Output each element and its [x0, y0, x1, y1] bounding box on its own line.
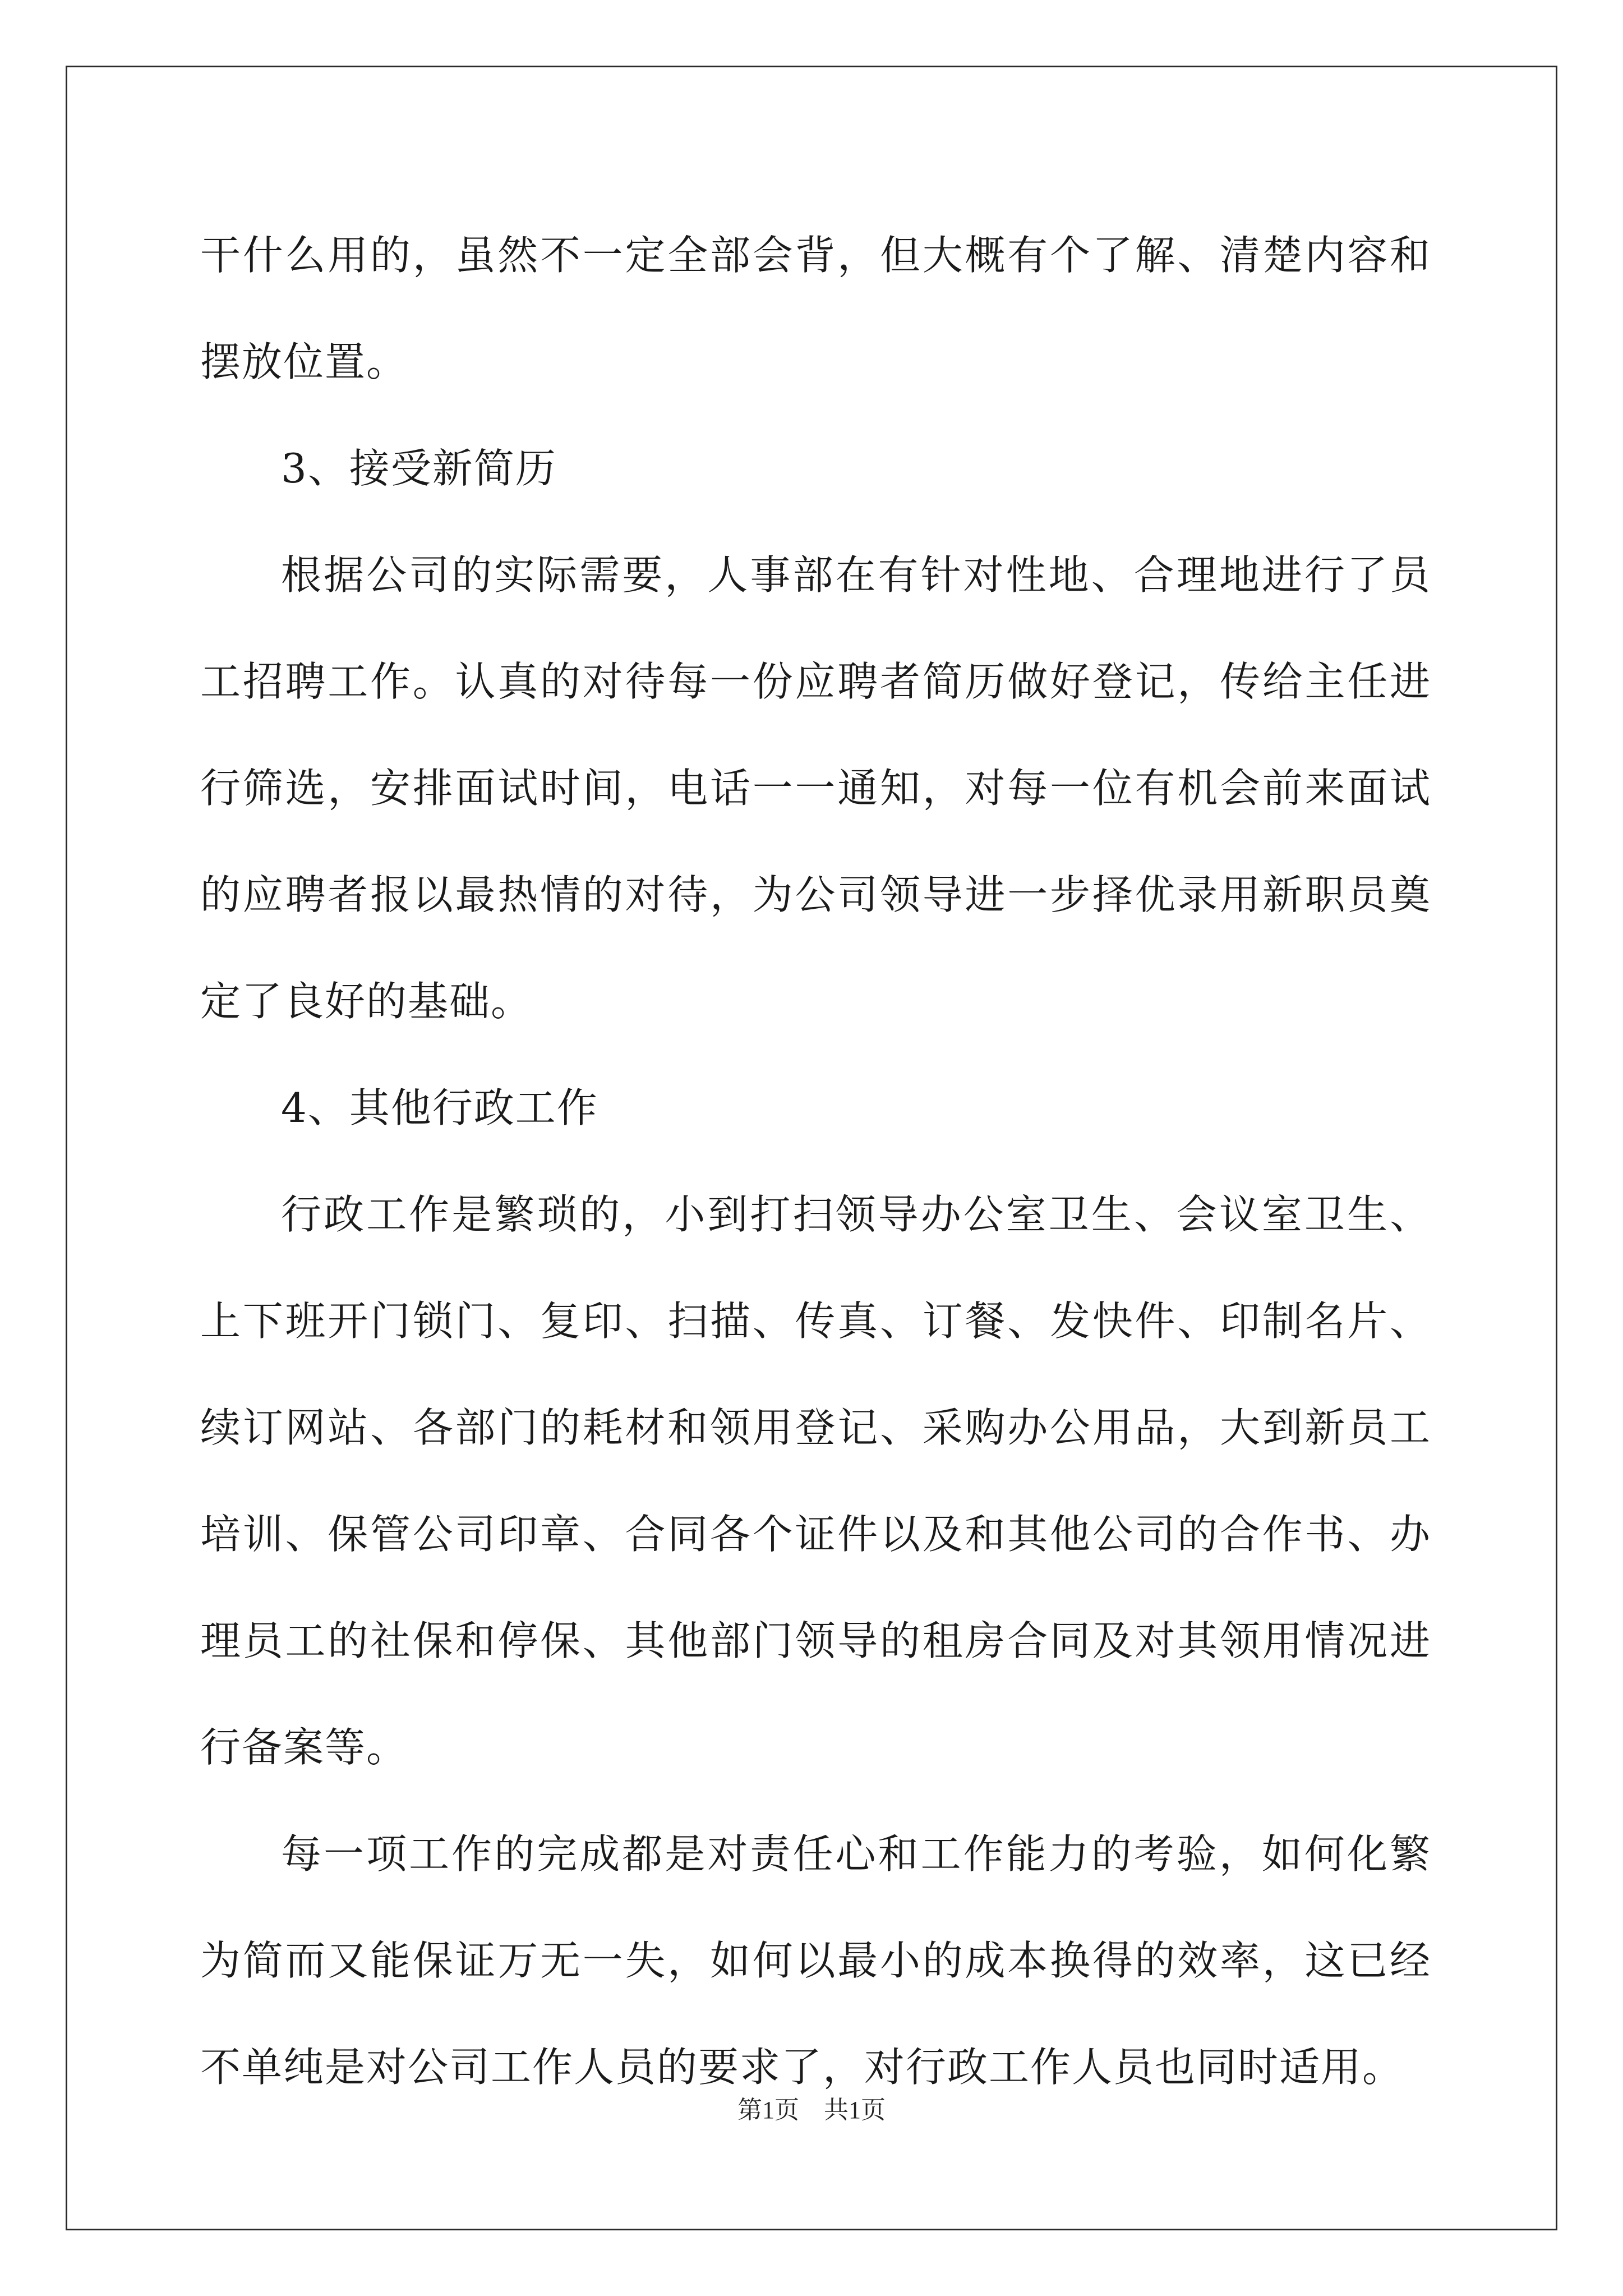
- page-number: 第1页: [737, 2096, 799, 2124]
- section-heading-new-resumes: 3、接受新简历: [281, 445, 557, 492]
- paragraph-admin-tasks: 行政工作是繁琐的，小到打扫领导办公室卫生、会议室卫生、上下班开门锁门、复印、扫描、传真、订餐、发快件、印制名片、续订网站、各部门的耗材和领用登记、采购办公用品，大到新员工培训、保管公司印章、合同各个证件以及和其他公司的合作书、办理员工的社保和停保、其他部门领导的租房合同及对其领用情况进行备案等。: [200, 1191, 1431, 1771]
- paragraph-recruitment: 根据公司的实际需要，人事部在有针对性地、合理地进行了员工招聘工作。认真的对待每一份应聘者简历做好登记，传给主任进行筛选，安排面试时间，电话一一通知，对每一位有机会前来面试的应聘者报以最热情的对待，为公司领导进一步择优录用新职员奠定了良好的基础。: [200, 551, 1431, 1025]
- paragraph-continuation: 干什么用的，虽然不一定全部会背，但大概有个了解、清楚内容和摆放位置。: [200, 232, 1431, 385]
- page-footer: [0, 2090, 1623, 2125]
- page-total: 共1页: [824, 2096, 886, 2124]
- document-body: [200, 202, 1431, 2120]
- paragraph-conclusion: 每一项工作的完成都是对责任心和工作能力的考验，如何化繁为简而又能保证万无一失，如何以最小的成本换得的效率，这已经不单纯是对公司工作人员的要求了，对行政工作人员也同时适用。: [200, 1830, 1431, 2091]
- section-heading-other-admin: 4、其他行政工作: [281, 1084, 598, 1131]
